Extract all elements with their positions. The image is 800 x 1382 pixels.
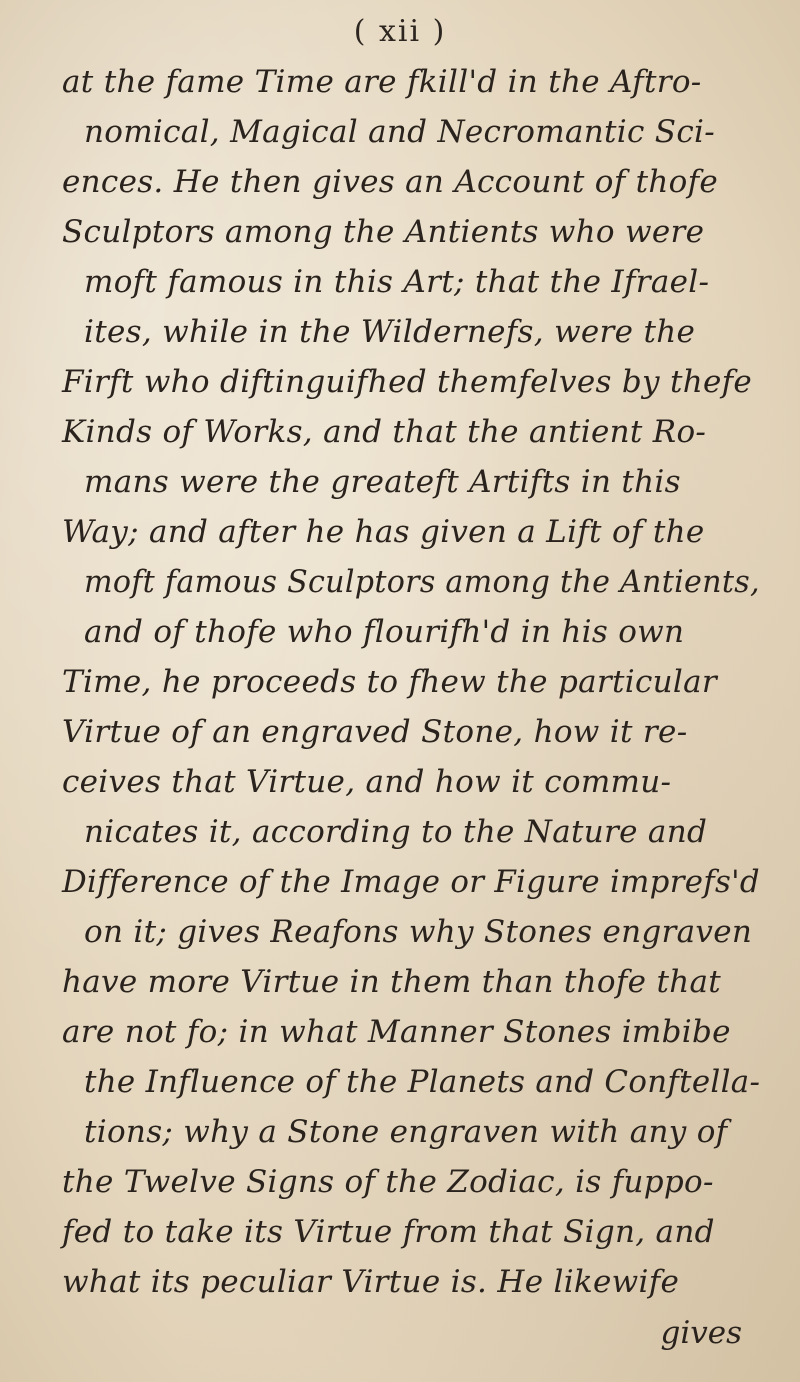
text-line: moft famous Sculptors among the Antients, [84,564,760,600]
text-line: what its peculiar Virtue is. He likewife [62,1264,680,1300]
text-line: Way; and after he has given a Lift of the [62,514,705,550]
text-line: Difference of the Image or Figure imprefs'd [62,864,760,900]
text-line: at the fame Time are fkill'd in the Aftro- [62,64,702,100]
text-line: ites, while in the Wildernefs, were the [84,314,696,350]
page-number: ( xii ) [353,14,447,49]
text-line: are not fo; in what Manner Stones imbibe [62,1014,731,1050]
text-line: ceives that Virtue, and how it commu- [62,764,672,800]
text-line: nicates it, according to the Nature and [84,814,708,850]
text-line: ences. He then gives an Account of thofe [62,164,719,200]
text-line: Time, he proceeds to fhew the particular [62,664,718,700]
text-line: on it; gives Reafons why Stones engraven [84,914,753,950]
text-line: fed to take its Virtue from that Sign, and [62,1214,715,1250]
text-line: nomical, Magical and Necromantic Sci- [84,114,715,150]
text-line: Firft who diftinguifhed themfelves by thefe [62,364,753,400]
text-line: Virtue of an engraved Stone, how it re- [62,714,688,750]
text-line: tions; why a Stone engraven with any of [84,1114,728,1150]
text-line: the Twelve Signs of the Zodiac, is fuppo- [62,1164,714,1200]
text-line: mans were the greateft Artifts in this [84,464,681,500]
text-line: Sculptors among the Antients who were [62,214,705,250]
text-line: and of thofe who flourifh'd in his own [84,614,685,650]
text-line: the Influence of the Planets and Conftella- [84,1064,761,1100]
text-line: have more Virtue in them than thofe that [62,964,722,1000]
text-line: moft famous in this Art; that the Ifrael- [84,264,710,300]
catchword: gives [660,1315,742,1351]
text-line: Kinds of Works, and that the antient Ro- [62,414,707,450]
